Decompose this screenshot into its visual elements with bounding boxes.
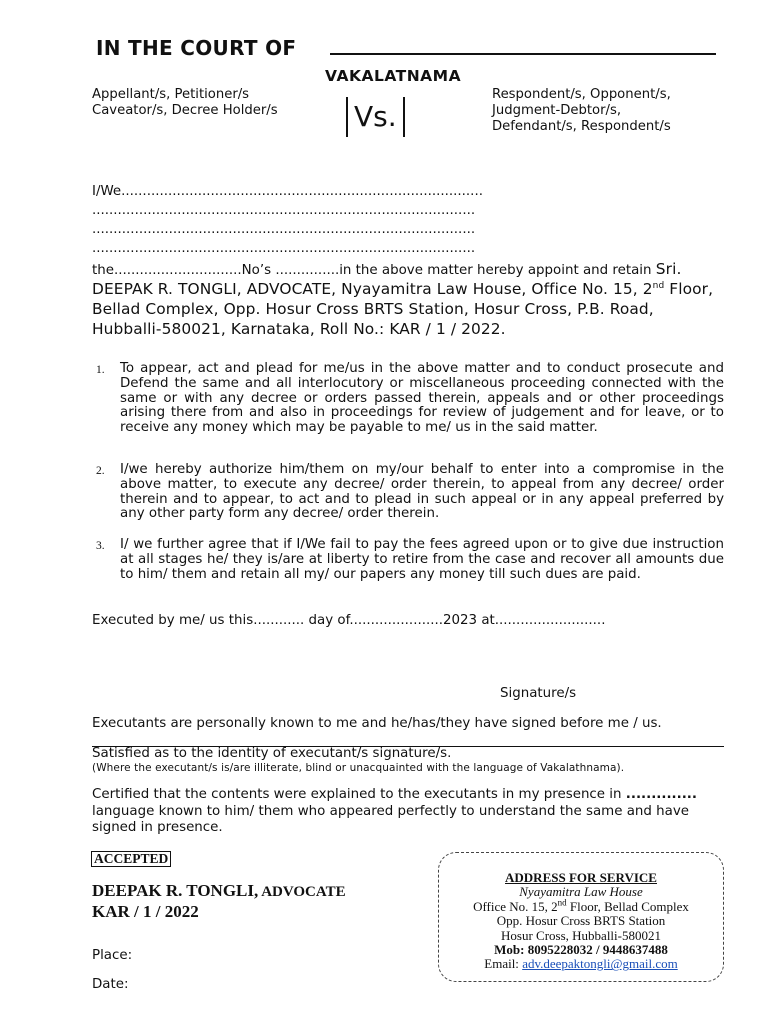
clause-number: 3. (96, 540, 105, 552)
blank-dotted-line: .......................................................................................... (92, 203, 476, 218)
advocate-address: Floor, Bellad Complex, Opp. Hosur Cross BRTS Station, Hosur Cross, P.B. Road, Hubballi-580021, Karnataka, Roll No.: KAR / 1 / 2022. (92, 280, 714, 338)
clause-text: To appear, act and plead for me/us in the above matter and to conduct prosecute and Defend the same and all interlocutory or miscellaneous proceeding connected with the same or with any decree or orders passed therein, appeals and or other proceedings arising there from and also in proceedings for review of judgement and for leave, or to receive any money which may be payable to me/ us in the said matter. (120, 361, 724, 436)
office-number: Office No. 15, 2 (473, 898, 558, 914)
blank-dotted-line: .......................................................................................... (92, 222, 476, 237)
address-for-service-box (438, 852, 724, 982)
left-party-line: Caveator/s, Decree Holder/s (92, 103, 278, 118)
email-link[interactable]: adv.deepaktongli@gmail.com (522, 956, 678, 972)
address-heading: ADDRESS FOR SERVICE (505, 870, 657, 885)
certification-paragraph (92, 787, 724, 837)
address-line-2: Opp. Hosur Cross BRTS Station (496, 913, 666, 929)
signature-label: Signature/s (500, 686, 577, 701)
clause-text: I/we hereby authorize him/them on my/our behalf to enter into a compromise in the above matter, to execute any decree/ order therein, to appeal from any decree/ order therein and to appear, to act and to plead in such appeal or in any appeal preferred by any other party form any decree/ order therein. (120, 462, 724, 522)
right-party-line: Judgment-Debtor/s, (492, 103, 622, 118)
executant-name-lines (92, 182, 724, 258)
court-name-blank-line (330, 53, 716, 55)
address-line-1 (439, 897, 723, 914)
advocate-name-line: Sri. DEEPAK R. TONGLI, ADVOCATE, Nyayamitra Law House, Office No. 15, 2 (92, 260, 682, 298)
illiterate-note: (Where the executant/s is/are illiterate, blind or unacquainted with the language of Vakalathnama). (92, 762, 625, 774)
mobile-numbers: Mob: 8095228032 / 9448637488 (494, 942, 668, 958)
advocate-title: ADVOCATE (258, 884, 346, 900)
execution-line: Executed by me/ us this............ day of......................2023 at.......................... (92, 613, 606, 628)
address-line-3: Hosur Cross, Hubballi-580021 (501, 927, 661, 943)
floor-superscript: nd (557, 897, 567, 908)
language-blank: .............. (625, 787, 697, 802)
versus-box (346, 97, 405, 137)
appoint-prefix: the..............................No’s ...............in the above matter hereby appoint and retain (92, 263, 656, 278)
accepted-label: ACCEPTED (91, 851, 171, 867)
clause-text: I/ we further agree that if I/We fail to pay the fees agreed upon or to give due instruction at all stages he/ they is/are at liberty to retire from the case and recover all amounts due to him/ them and retain all my/ our papers any money till such dues are paid. (120, 537, 724, 582)
right-parties (492, 87, 671, 135)
versus-label: Vs. (354, 100, 397, 133)
identity-satisfied-statement: Satisfied as to the identity of executant/s signature/s. (92, 746, 452, 761)
advocate-name: DEEPAK R. TONGLI, (92, 881, 259, 900)
blank-dotted-line: .......................................................................................... (92, 241, 476, 256)
form-title: VAKALATNAMA (325, 67, 462, 85)
court-title: IN THE COURT OF (96, 36, 297, 60)
left-parties (92, 87, 278, 119)
date-label: Date: (92, 977, 129, 992)
clause-item (92, 463, 724, 522)
firm-name: Nyayamitra Law House (519, 884, 643, 900)
roll-number: KAR / 1 / 2022 (92, 902, 199, 921)
email-label: Email: (484, 956, 523, 972)
left-party-line: Appellant/s, Petitioner/s (92, 87, 250, 102)
right-party-line: Defendant/s, Respondent/s (492, 119, 671, 134)
building-name: Floor, Bellad Complex (566, 898, 689, 914)
clause-number: 2. (96, 465, 105, 477)
email-line (439, 957, 723, 971)
right-party-line: Respondent/s, Opponent/s, (492, 87, 671, 102)
certified-text-rest: language known to him/ them who appeared perfectly to understand the same and have signed in presence. (92, 803, 690, 835)
iwe-line: I/We..................................................................................... (92, 184, 483, 199)
certified-text: Certified that the contents were explained to the executants in my presence in (92, 787, 622, 802)
executants-known-statement: Executants are personally known to me and he/has/they have signed before me / us. (92, 716, 662, 731)
advocate-signature-block (92, 881, 346, 922)
clause-item (92, 362, 724, 436)
floor-superscript: nd (652, 280, 665, 291)
clause-item (92, 538, 724, 582)
appointment-paragraph (92, 260, 724, 340)
place-label: Place: (92, 948, 133, 963)
clause-number: 1. (96, 364, 105, 376)
